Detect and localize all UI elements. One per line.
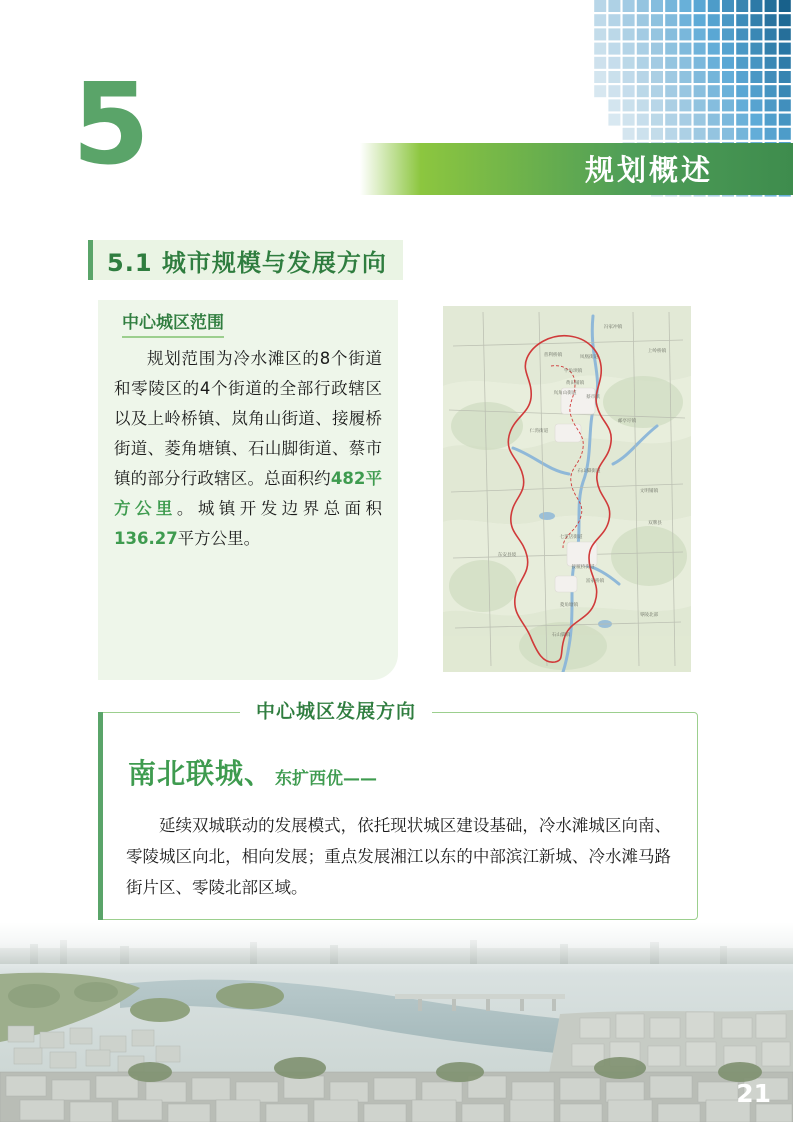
direction-card-accent-bar — [98, 712, 103, 920]
svg-text:七里店街道: 七里店街道 — [559, 535, 583, 540]
svg-text:牛角坝镇: 牛角坝镇 — [563, 369, 583, 374]
chapter-title: 规划概述 — [584, 153, 713, 187]
direction-slogan-sub: 东扩西优—— — [275, 769, 378, 789]
section-heading — [88, 240, 403, 280]
chapter-banner — [360, 143, 793, 195]
city-aerial-photo — [0, 922, 793, 1122]
svg-text:接履桥街道: 接履桥街道 — [571, 565, 595, 570]
scope-card-title: 中心城区范围 — [122, 308, 224, 338]
svg-text:上岭桥镇: 上岭桥镇 — [647, 349, 667, 354]
scope-card-body — [114, 344, 382, 554]
direction-card-title: 中心城区发展方向 — [240, 697, 432, 724]
chapter-number: 5 — [72, 60, 148, 190]
direction-slogan-main: 南北联城、 — [128, 757, 274, 790]
svg-text:冯家冲镇: 冯家冲镇 — [603, 325, 623, 330]
svg-text:普利桥镇: 普利桥镇 — [543, 353, 563, 358]
svg-text:凤凰街道: 凤凰街道 — [579, 355, 599, 360]
svg-text:东安县境: 东安县境 — [497, 553, 517, 558]
svg-text:菱角塘镇: 菱角塘镇 — [559, 603, 579, 608]
svg-text:黄田铺镇: 黄田铺镇 — [565, 381, 585, 386]
scope-highlight-area: 482平方公里 — [114, 469, 382, 518]
scope-text-part3: 平方公里。 — [177, 529, 261, 548]
svg-text:石山脚镇: 石山脚镇 — [551, 633, 571, 638]
direction-slogan — [128, 752, 377, 792]
scope-text-part1: 规划范围为冷水滩区的8个街道和零陵区的4个街道的全部行政辖区以及上岭桥镇、岚角山街道、接履桥街道、菱角塘镇、石山脚街道、蔡市镇的部分行政辖区。总面积约 — [114, 349, 382, 488]
svg-text:石山脚街道: 石山脚街道 — [577, 469, 601, 474]
svg-text:仁湾街道: 仁湾街道 — [529, 429, 549, 434]
svg-text:零陵北部: 零陵北部 — [639, 613, 659, 618]
svg-text:双牌县: 双牌县 — [648, 521, 662, 526]
photo-top-fade — [0, 922, 793, 974]
section-heading-label: 5.1 城市规模与发展方向 — [107, 248, 387, 277]
svg-text:富家桥镇: 富家桥镇 — [585, 579, 605, 584]
central-city-scope-map — [443, 306, 691, 672]
svg-text:蔡市镇: 蔡市镇 — [586, 395, 600, 400]
page-number: 21 — [736, 1079, 771, 1108]
scope-text-part2: 。城镇开发边界总面积 — [176, 499, 383, 518]
svg-text:文明铺镇: 文明铺镇 — [639, 489, 659, 494]
direction-card-body: 延续双城联动的发展模式，依托现状城区建设基础，冷水滩城区向南、零陵城区向北，相向发展；重点发展湘江以东的中部滨江新城、冷水滩马路街片区、零陵北部区域。 — [126, 816, 671, 897]
scope-highlight-boundary-area: 136.27 — [114, 529, 178, 548]
svg-text:邮亭圩镇: 邮亭圩镇 — [617, 419, 637, 424]
svg-text:岚角山街道: 岚角山街道 — [553, 391, 577, 396]
